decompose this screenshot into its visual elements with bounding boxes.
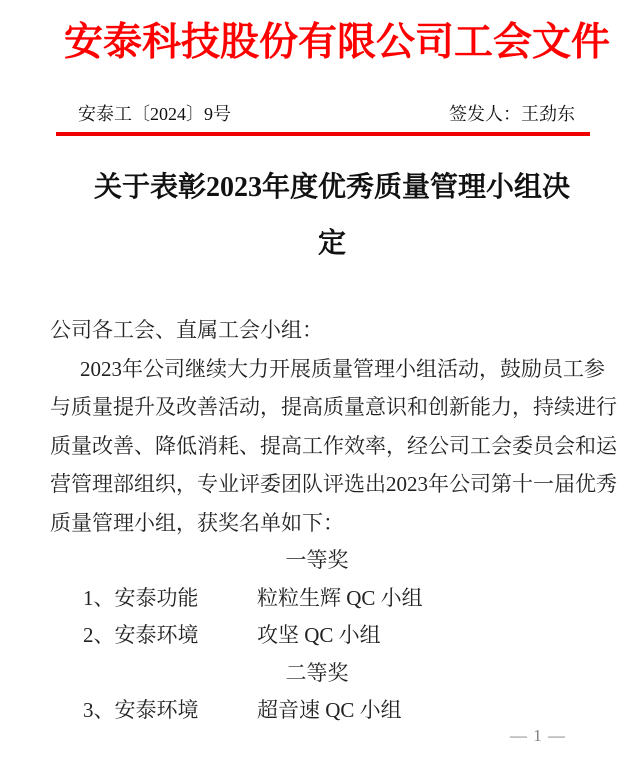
document-body [50,311,617,730]
doc-number: 安泰工〔2024〕9号 [78,104,231,124]
award-item-number: 2、 [83,623,115,647]
salutation-line: 公司各工会、直属工会小组： [50,318,323,342]
award-item-number: 1、 [83,585,115,610]
subject-heading-line-2: 定 [317,228,346,259]
paragraph-line: 质量改善、降低消耗、提高工作效率，经公司工会委员会和运 [50,433,617,458]
doc-info-row [78,103,575,125]
paragraph-line: 2023年公司继续大力开展质量管理小组活动，鼓励员工参 [80,356,605,381]
issuer-name: 签发人：王劲东 [449,104,575,124]
award-section-first-prize: 一等奖 [285,548,349,572]
document-page [0,18,644,760]
page-number: — 1 — [510,726,566,745]
award-dept-name: 安泰环境 [114,698,199,722]
paragraph-line: 与质量提升及改善活动，提高质量意识和创新能力，持续进行 [50,395,617,419]
paragraph-line: 营管理部组织，专业评委团队评选出2023年公司第十一届优秀 [50,472,617,496]
subject-heading-line-1: 关于表彰2023年度优秀质量管理小组决 [93,172,570,203]
award-section-second-prize: 二等奖 [285,660,349,685]
award-row [50,617,584,655]
letterhead-title: 安泰科技股份有限公司工会文件 [63,21,610,64]
award-row [50,692,584,730]
red-divider-rule [56,132,590,136]
award-dept-cell [83,692,257,730]
subject-heading [0,160,644,272]
award-dept-cell [83,617,257,655]
award-row [50,580,584,618]
awards-list [50,542,584,730]
award-dept-name: 安泰功能 [114,585,199,610]
award-dept-cell [83,580,257,618]
award-group-name: 粒粒生辉 QC 小组 [257,585,423,610]
paragraph-line: 质量管理小组，获奖名单如下： [50,510,344,535]
award-group-name: 超音速 QC 小组 [257,698,402,722]
award-item-number: 3、 [83,698,115,722]
award-dept-name: 安泰环境 [114,623,199,647]
award-group-name: 攻坚 QC 小组 [257,623,381,647]
